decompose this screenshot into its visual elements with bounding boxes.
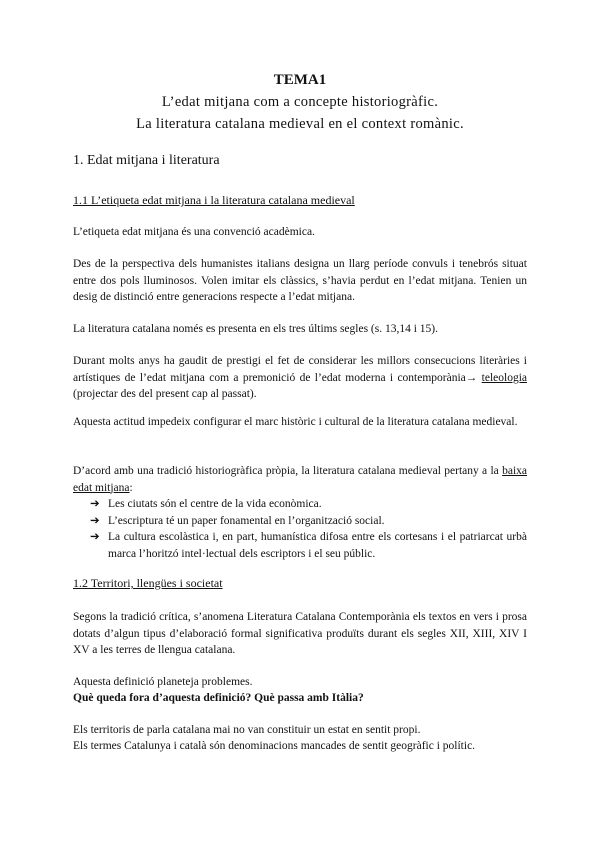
section-heading: 1. Edat mitjana i literatura bbox=[73, 153, 220, 168]
paragraph-humanists: Des de la perspectiva dels humanistes italians designa un llarg període convuls i tenebrós situat entre dos pols lluminosos. Volen imitar els clàssics, s’havia perdut en l’edat mitjana. Tenien un desig de distinció entre generacions respecte a l’edat mitjana. bbox=[73, 258, 527, 303]
paragraph-question: Què queda fora d’aquesta definició? Què passa amb Itàlia? bbox=[73, 692, 364, 704]
paragraph-teleology-text: Durant molts anys ha gaudit de prestigi el fet de considerar les millors consecucions literàries i artístiques de l’edat mitjana com a premonició de l’edat moderna i contemporània→ bbox=[73, 355, 527, 384]
arrow-right-icon: ➔ bbox=[90, 498, 100, 510]
document-subtitle-1: L’edat mitjana com a concepte historiogràfic. bbox=[161, 94, 439, 110]
paragraph-terms: Els termes Catalunya i català són denominacions mancades de sentit geogràfic i polític. bbox=[73, 740, 476, 752]
list-item bbox=[90, 496, 527, 513]
document-title: TEMA1 bbox=[273, 72, 327, 88]
list-item bbox=[90, 513, 527, 530]
paragraph-convention: L’etiqueta edat mitjana és una convenció acadèmica. bbox=[73, 226, 315, 238]
document-subtitle-2: La literatura catalana medieval en el context romànic. bbox=[136, 116, 464, 132]
term-baixa-edat-mitjana: baixa edat mitjana bbox=[73, 465, 527, 494]
subsection-heading-1-1: 1.1 L’etiqueta edat mitjana i la literatura catalana medieval bbox=[73, 193, 355, 207]
paragraph-centuries: La literatura catalana només es presenta en els tres últims segles (s. 13,14 i 15). bbox=[73, 323, 439, 335]
paragraph-tradition-tail: : bbox=[129, 481, 133, 494]
list-item-text: Les ciutats són el centre de la vida econòmica. bbox=[108, 498, 322, 510]
arrow-right-icon: ➔ bbox=[90, 531, 100, 543]
paragraph-attitude: Aquesta actitud impedeix configurar el marc històric i cultural de la literatura catalana medieval. bbox=[73, 416, 518, 428]
list-item-text: L’escriptura té un paper fonamental en l’organització social. bbox=[108, 514, 385, 527]
paragraph-territories: Els territoris de parla catalana mai no van constituir un estat en sentit propi. bbox=[73, 724, 421, 736]
paragraph-teleology bbox=[73, 353, 527, 403]
subsection-heading-1-2: 1.2 Territori, llengües i societat bbox=[73, 576, 223, 590]
term-teleologia: teleologia bbox=[481, 371, 527, 384]
paragraph-teleology-tail: (projectar des del present cap al passat). bbox=[73, 388, 257, 400]
arrow-right-icon: ➔ bbox=[90, 514, 100, 527]
list-item bbox=[90, 529, 527, 562]
paragraph-definition: Segons la tradició crítica, s’anomena Literatura Catalana Contemporània els textos en vers i prosa dotats d’algun tipus d’elaboració formal significativa produïts durant els segles XII, XIII, XIV I XV a les terres de llengua catalana. bbox=[73, 611, 527, 656]
paragraph-tradition bbox=[73, 463, 527, 496]
paragraph-problems: Aquesta definició planeteja problemes. bbox=[73, 676, 253, 688]
paragraph-tradition-text: D’acord amb una tradició historiogràfica pròpia, la literatura catalana medieval pertany a la bbox=[73, 465, 503, 477]
bullet-list bbox=[90, 496, 527, 562]
list-item-text: La cultura escolàstica i, en part, humanística difosa entre els cortesans i el patriarcat urbà marca l’horitzó intel·lectual dels escriptors i el seu públic. bbox=[108, 531, 527, 560]
